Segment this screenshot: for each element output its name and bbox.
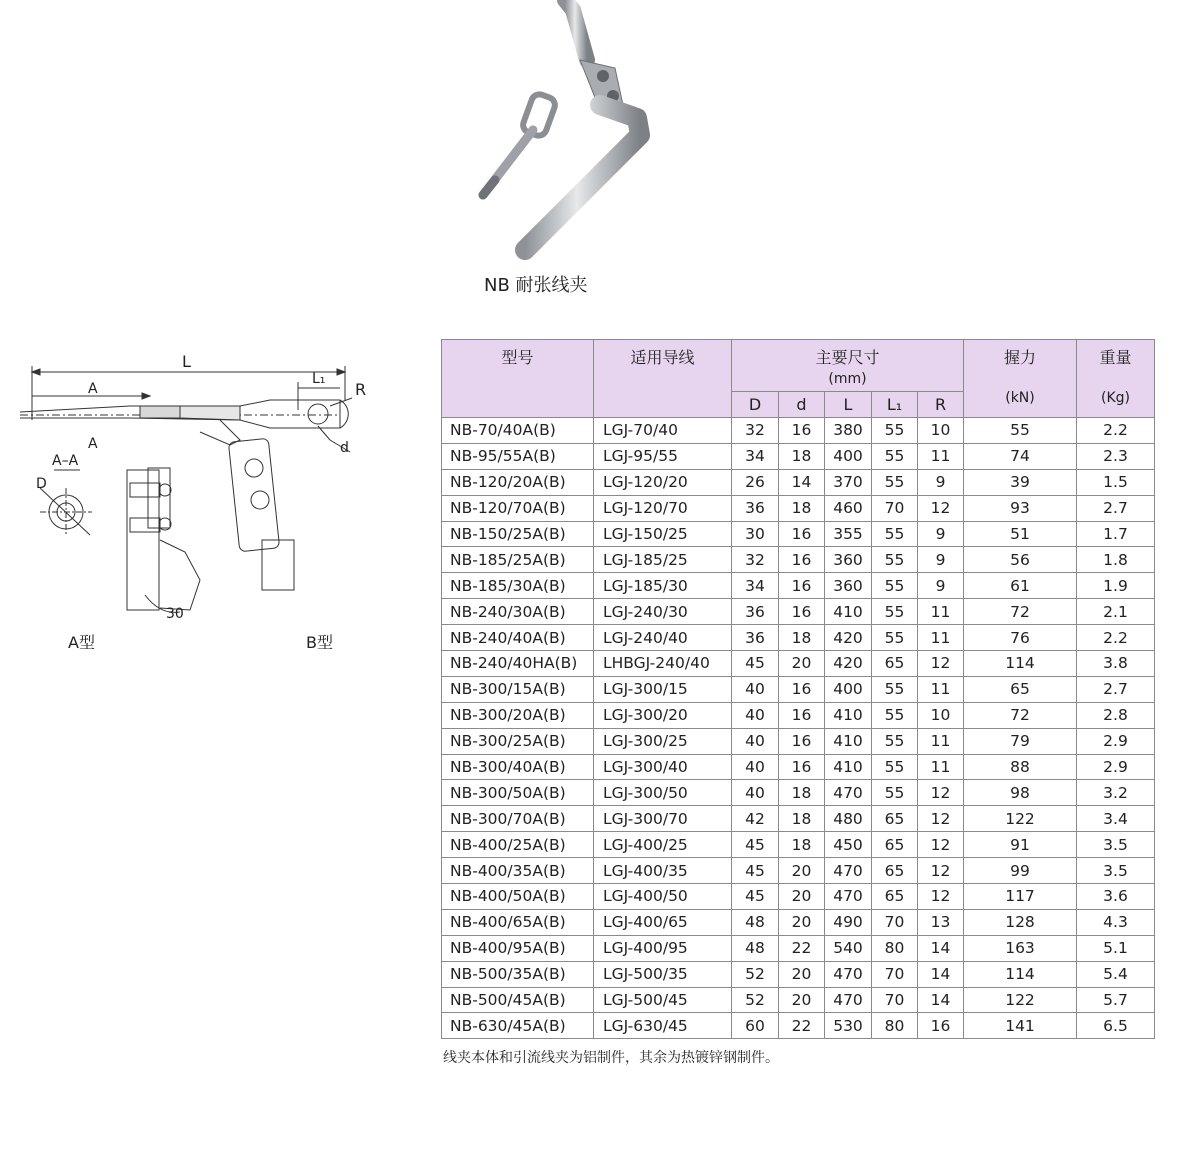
cell-value: 34 (732, 443, 779, 469)
cell-value: 55 (872, 728, 918, 754)
cell-value: 55 (964, 418, 1077, 444)
cell-value: 5.7 (1077, 987, 1155, 1013)
cell-value: 9 (918, 547, 964, 573)
cell-value: 20 (779, 884, 825, 910)
header-weight (1077, 340, 1155, 418)
cell-value: 410 (825, 754, 872, 780)
cell-value: 36 (732, 495, 779, 521)
cell-value: 98 (964, 780, 1077, 806)
cell-model: NB-630/45A(B) (442, 1013, 594, 1039)
table-row (442, 573, 1155, 599)
cell-value: 3.5 (1077, 858, 1155, 884)
cell-conductor: LGJ-400/65 (594, 909, 732, 935)
cell-value: 1.5 (1077, 469, 1155, 495)
cell-value: 61 (964, 573, 1077, 599)
cell-value: 16 (779, 676, 825, 702)
cell-model: NB-500/35A(B) (442, 961, 594, 987)
cell-value: 20 (779, 909, 825, 935)
cell-value: 2.9 (1077, 754, 1155, 780)
cell-value: 55 (872, 418, 918, 444)
cell-value: 80 (872, 935, 918, 961)
cell-conductor: LGJ-400/25 (594, 832, 732, 858)
header-dims-unit: (mm) (828, 371, 867, 387)
table-row (442, 418, 1155, 444)
cell-value: 18 (779, 832, 825, 858)
cell-value: 48 (732, 935, 779, 961)
cell-value: 56 (964, 547, 1077, 573)
cell-value: 470 (825, 987, 872, 1013)
cell-value: 2.9 (1077, 728, 1155, 754)
cell-value: 460 (825, 495, 872, 521)
cell-value: 55 (872, 521, 918, 547)
label-D: D (36, 476, 47, 492)
cell-value: 48 (732, 909, 779, 935)
table-row (442, 806, 1155, 832)
cell-conductor: LGJ-120/20 (594, 469, 732, 495)
cell-value: 470 (825, 961, 872, 987)
cell-value: 40 (732, 754, 779, 780)
cell-value: 70 (872, 909, 918, 935)
cell-value: 55 (872, 754, 918, 780)
cell-value: 18 (779, 625, 825, 651)
cell-value: 55 (872, 625, 918, 651)
cell-value: 45 (732, 858, 779, 884)
cell-value: 91 (964, 832, 1077, 858)
table-row (442, 443, 1155, 469)
cell-value: 76 (964, 625, 1077, 651)
cell-value: 1.8 (1077, 547, 1155, 573)
cell-value: 18 (779, 495, 825, 521)
cell-model: NB-70/40A(B) (442, 418, 594, 444)
cell-value: 540 (825, 935, 872, 961)
cell-value: 16 (779, 418, 825, 444)
cell-value: 360 (825, 547, 872, 573)
table-row (442, 754, 1155, 780)
type-a-label: A型 (68, 633, 95, 652)
header-grip (964, 340, 1077, 418)
cell-value: 3.5 (1077, 832, 1155, 858)
cell-value: 65 (872, 884, 918, 910)
cell-value: 16 (779, 599, 825, 625)
header-conductor: 适用导线 (594, 340, 732, 418)
cell-value: 65 (872, 858, 918, 884)
photo-caption: NB 耐张线夹 (484, 275, 588, 296)
label-d: d (340, 440, 349, 456)
cell-value: 18 (779, 780, 825, 806)
cell-value: 20 (779, 987, 825, 1013)
cell-value: 2.2 (1077, 625, 1155, 651)
cell-value: 10 (918, 418, 964, 444)
cell-value: 380 (825, 418, 872, 444)
cell-value: 355 (825, 521, 872, 547)
cell-value: 11 (918, 599, 964, 625)
table-row (442, 651, 1155, 677)
cell-value: 12 (918, 832, 964, 858)
table-row (442, 884, 1155, 910)
cell-conductor: LGJ-400/50 (594, 884, 732, 910)
cell-value: 2.3 (1077, 443, 1155, 469)
cell-value: 122 (964, 987, 1077, 1013)
cell-model: NB-240/40HA(B) (442, 651, 594, 677)
cell-value: 51 (964, 521, 1077, 547)
table-row (442, 625, 1155, 651)
cell-value: 128 (964, 909, 1077, 935)
cell-value: 9 (918, 469, 964, 495)
cell-value: 14 (918, 935, 964, 961)
type-b-label: B型 (306, 633, 333, 652)
cell-value: 163 (964, 935, 1077, 961)
cell-value: 55 (872, 547, 918, 573)
cell-conductor: LGJ-300/15 (594, 676, 732, 702)
cell-value: 26 (732, 469, 779, 495)
cell-value: 20 (779, 858, 825, 884)
cell-value: 530 (825, 1013, 872, 1039)
cell-value: 5.4 (1077, 961, 1155, 987)
cell-value: 55 (872, 780, 918, 806)
cell-value: 45 (732, 884, 779, 910)
cell-value: 400 (825, 676, 872, 702)
cell-value: 55 (872, 443, 918, 469)
cell-value: 470 (825, 884, 872, 910)
cell-conductor: LGJ-400/95 (594, 935, 732, 961)
cell-model: NB-500/45A(B) (442, 987, 594, 1013)
cell-value: 39 (964, 469, 1077, 495)
cell-value: 114 (964, 651, 1077, 677)
cell-value: 12 (918, 780, 964, 806)
cell-value: 93 (964, 495, 1077, 521)
cell-value: 9 (918, 573, 964, 599)
cell-value: 88 (964, 754, 1077, 780)
table-row (442, 521, 1155, 547)
cell-value: 36 (732, 625, 779, 651)
cell-model: NB-300/15A(B) (442, 676, 594, 702)
drawing-lines (0, 340, 400, 670)
header-grip-label: 握力 (1003, 348, 1036, 367)
cell-value: 30 (732, 521, 779, 547)
spec-table-container (441, 339, 1155, 1039)
cell-value: 34 (732, 573, 779, 599)
cell-value: 40 (732, 676, 779, 702)
cell-value: 2.2 (1077, 418, 1155, 444)
cell-value: 2.1 (1077, 599, 1155, 625)
cell-value: 16 (779, 547, 825, 573)
footnote: 线夹本体和引流线夹为铝制件，其余为热镀锌钢制件。 (443, 1050, 779, 1066)
cell-value: 65 (964, 676, 1077, 702)
cell-value: 18 (779, 443, 825, 469)
cell-value: 45 (732, 651, 779, 677)
cell-conductor: LGJ-150/25 (594, 521, 732, 547)
spec-table (441, 339, 1155, 1039)
cell-model: NB-95/55A(B) (442, 443, 594, 469)
cell-value: 6.5 (1077, 1013, 1155, 1039)
cell-value: 22 (779, 1013, 825, 1039)
cell-value: 3.6 (1077, 884, 1155, 910)
cell-value: 80 (872, 1013, 918, 1039)
cell-conductor: LGJ-120/70 (594, 495, 732, 521)
cell-value: 22 (779, 935, 825, 961)
cell-value: 55 (872, 702, 918, 728)
cell-model: NB-400/95A(B) (442, 935, 594, 961)
cell-conductor: LHBGJ-240/40 (594, 651, 732, 677)
cell-value: 420 (825, 651, 872, 677)
cell-value: 60 (732, 1013, 779, 1039)
cell-value: 20 (779, 961, 825, 987)
cell-value: 18 (779, 806, 825, 832)
cell-value: 55 (872, 676, 918, 702)
cell-value: 141 (964, 1013, 1077, 1039)
cell-value: 5.1 (1077, 935, 1155, 961)
cell-value: 16 (779, 521, 825, 547)
cell-value: 70 (872, 961, 918, 987)
cell-value: 11 (918, 728, 964, 754)
cell-model: NB-150/25A(B) (442, 521, 594, 547)
cell-value: 10 (918, 702, 964, 728)
cell-value: 16 (918, 1013, 964, 1039)
cell-value: 55 (872, 469, 918, 495)
table-row (442, 702, 1155, 728)
cell-conductor: LGJ-185/25 (594, 547, 732, 573)
cell-value: 55 (872, 599, 918, 625)
cell-conductor: LGJ-240/40 (594, 625, 732, 651)
cell-value: 11 (918, 625, 964, 651)
cell-conductor: LGJ-95/55 (594, 443, 732, 469)
cell-value: 12 (918, 806, 964, 832)
table-row (442, 858, 1155, 884)
cell-value: 470 (825, 858, 872, 884)
header-dims-label: 主要尺寸 (815, 348, 880, 367)
table-row (442, 832, 1155, 858)
label-R: R (355, 380, 367, 399)
cell-model: NB-300/70A(B) (442, 806, 594, 832)
table-row (442, 676, 1155, 702)
cell-value: 117 (964, 884, 1077, 910)
cell-conductor: LGJ-70/40 (594, 418, 732, 444)
cell-value: 400 (825, 443, 872, 469)
subheader-dim: d (779, 392, 825, 418)
cell-value: 70 (872, 495, 918, 521)
cell-conductor: LGJ-300/25 (594, 728, 732, 754)
cell-value: 14 (918, 987, 964, 1013)
table-row (442, 469, 1155, 495)
table-row (442, 935, 1155, 961)
cell-value: 52 (732, 987, 779, 1013)
cell-model: NB-240/40A(B) (442, 625, 594, 651)
header-model: 型号 (442, 340, 594, 418)
cell-value: 114 (964, 961, 1077, 987)
cell-value: 14 (779, 469, 825, 495)
cell-value: 55 (872, 573, 918, 599)
label-A-top: A (88, 381, 98, 397)
cell-value: 11 (918, 754, 964, 780)
cell-value: 410 (825, 702, 872, 728)
subheader-dim: L₁ (872, 392, 918, 418)
cell-value: 40 (732, 780, 779, 806)
cell-model: NB-185/25A(B) (442, 547, 594, 573)
cell-value: 12 (918, 495, 964, 521)
cell-value: 74 (964, 443, 1077, 469)
header-weight-label: 重量 (1099, 348, 1132, 367)
cell-value: 410 (825, 599, 872, 625)
header-dims (732, 340, 964, 392)
cell-value: 9 (918, 521, 964, 547)
table-row (442, 1013, 1155, 1039)
cell-value: 420 (825, 625, 872, 651)
cell-value: 65 (872, 806, 918, 832)
technical-drawing (0, 340, 400, 670)
cell-value: 4.3 (1077, 909, 1155, 935)
cell-value: 99 (964, 858, 1077, 884)
spec-table-body (442, 418, 1155, 1039)
cell-value: 2.8 (1077, 702, 1155, 728)
cell-conductor: LGJ-400/35 (594, 858, 732, 884)
cell-value: 490 (825, 909, 872, 935)
header-grip-unit: (kN) (1005, 390, 1035, 406)
cell-value: 20 (779, 651, 825, 677)
label-L1: L₁ (312, 371, 326, 387)
cell-value: 16 (779, 728, 825, 754)
table-row (442, 961, 1155, 987)
table-row (442, 780, 1155, 806)
cell-model: NB-120/20A(B) (442, 469, 594, 495)
cell-conductor: LGJ-300/50 (594, 780, 732, 806)
cell-value: 470 (825, 780, 872, 806)
table-row (442, 909, 1155, 935)
cell-model: NB-185/30A(B) (442, 573, 594, 599)
cell-value: 32 (732, 547, 779, 573)
cell-value: 72 (964, 599, 1077, 625)
cell-value: 1.7 (1077, 521, 1155, 547)
cell-model: NB-300/50A(B) (442, 780, 594, 806)
cell-model: NB-400/35A(B) (442, 858, 594, 884)
cell-conductor: LGJ-500/45 (594, 987, 732, 1013)
subheader-dim: R (918, 392, 964, 418)
header-weight-unit: (Kg) (1101, 390, 1130, 406)
table-row (442, 987, 1155, 1013)
cell-value: 45 (732, 832, 779, 858)
cell-conductor: LGJ-500/35 (594, 961, 732, 987)
cell-value: 11 (918, 676, 964, 702)
cell-value: 3.8 (1077, 651, 1155, 677)
cell-value: 72 (964, 702, 1077, 728)
cell-model: NB-120/70A(B) (442, 495, 594, 521)
product-photo (465, 0, 715, 300)
cell-value: 65 (872, 651, 918, 677)
label-angle-30: 30 (166, 606, 184, 622)
cell-value: 40 (732, 702, 779, 728)
cell-value: 410 (825, 728, 872, 754)
cell-conductor: LGJ-300/40 (594, 754, 732, 780)
cell-model: NB-300/25A(B) (442, 728, 594, 754)
cell-value: 370 (825, 469, 872, 495)
cell-value: 65 (872, 832, 918, 858)
cell-value: 79 (964, 728, 1077, 754)
cell-value: 12 (918, 651, 964, 677)
cell-model: NB-300/40A(B) (442, 754, 594, 780)
cell-model: NB-400/25A(B) (442, 832, 594, 858)
cell-value: 40 (732, 728, 779, 754)
cell-conductor: LGJ-300/70 (594, 806, 732, 832)
cell-value: 36 (732, 599, 779, 625)
label-A-bottom: A (88, 436, 98, 452)
cell-value: 52 (732, 961, 779, 987)
subheader-dim: D (732, 392, 779, 418)
cell-conductor: LGJ-240/30 (594, 599, 732, 625)
cell-value: 11 (918, 443, 964, 469)
cell-model: NB-400/65A(B) (442, 909, 594, 935)
cell-value: 42 (732, 806, 779, 832)
cell-model: NB-240/30A(B) (442, 599, 594, 625)
table-row (442, 495, 1155, 521)
cell-conductor: LGJ-630/45 (594, 1013, 732, 1039)
cell-value: 70 (872, 987, 918, 1013)
table-row (442, 599, 1155, 625)
cell-model: NB-400/50A(B) (442, 884, 594, 910)
subheader-dim: L (825, 392, 872, 418)
cell-value: 3.2 (1077, 780, 1155, 806)
cell-value: 14 (918, 961, 964, 987)
cell-value: 16 (779, 754, 825, 780)
cell-conductor: LGJ-185/30 (594, 573, 732, 599)
cell-value: 122 (964, 806, 1077, 832)
cell-value: 2.7 (1077, 676, 1155, 702)
cell-value: 12 (918, 884, 964, 910)
cell-value: 1.9 (1077, 573, 1155, 599)
table-row (442, 728, 1155, 754)
cell-value: 12 (918, 858, 964, 884)
cell-conductor: LGJ-300/20 (594, 702, 732, 728)
cell-value: 13 (918, 909, 964, 935)
cell-value: 480 (825, 806, 872, 832)
cell-value: 450 (825, 832, 872, 858)
cell-value: 16 (779, 702, 825, 728)
cell-value: 3.4 (1077, 806, 1155, 832)
label-section-AA: A–A (52, 453, 79, 469)
cell-value: 360 (825, 573, 872, 599)
cell-value: 32 (732, 418, 779, 444)
cell-value: 2.7 (1077, 495, 1155, 521)
table-row (442, 547, 1155, 573)
cell-value: 16 (779, 573, 825, 599)
label-L: L (182, 352, 191, 371)
cell-model: NB-300/20A(B) (442, 702, 594, 728)
